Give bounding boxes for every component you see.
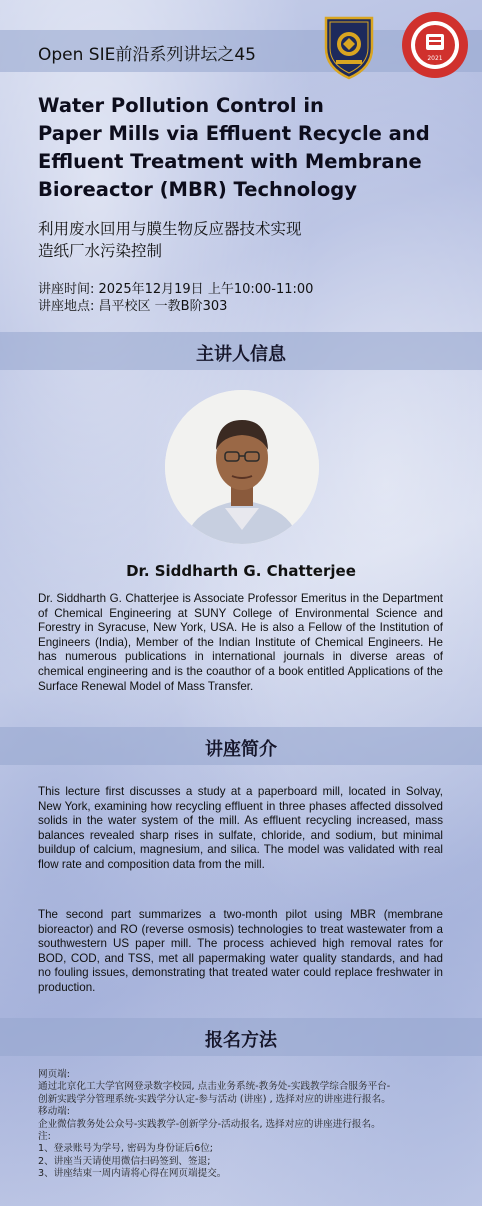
title-zh-line: 利用废水回用与膜生物反应器技术实现: [38, 220, 302, 238]
abstract-paragraph-1: This lecture first discusses a study at a paperboard mill, located in Solvay, New York, examining how recycling effluent in three phases affected dissolved solids in the water system of the mill. As effluent recycling increased, mass balances revealed sharp rises in sulfate, chloride, and sodium, but minimal buildup of calcium, magnesium, and silica. The model was validated with real flow rate and composition data from the mill.: [38, 785, 443, 871]
lecture-title-en: [38, 92, 468, 204]
speaker-heading: 主讲人信息: [196, 344, 286, 365]
lecture-place: 讲座地点: 昌平校区 一教B阶303: [38, 299, 228, 314]
reg-line: 企业微信教务处公众号-实践教学-创新学分-活动报名, 选择对应的讲座进行报名。: [38, 1118, 381, 1130]
lecture-time: 讲座时间: 2025年12月19日 上午10:00-11:00: [38, 282, 314, 297]
register-heading: 报名方法: [205, 1030, 277, 1051]
registration-instructions: [38, 1069, 391, 1181]
reg-line: 注:: [38, 1131, 51, 1143]
reg-line: 2、讲座当天请使用微信扫码签到、签退;: [38, 1155, 211, 1167]
reg-line: 网页端:: [38, 1069, 71, 1080]
reg-line: 3、讲座结束一周内请将心得在网页端提交。: [38, 1168, 227, 1180]
lecture-info: [38, 281, 313, 315]
speaker-name: Dr. Siddharth G. Chatterjee: [126, 562, 356, 580]
seal-year: 2021: [427, 55, 443, 62]
reg-line: 移动端:: [38, 1106, 71, 1118]
title-line: Paper Mills via Effluent Recycle and: [38, 122, 430, 145]
series-title: Open SIE前沿系列讲坛之45: [38, 45, 256, 65]
title-line: Bioreactor (MBR) Technology: [38, 178, 357, 201]
speaker-photo: [165, 390, 319, 544]
title-line: Water Pollution Control in: [38, 94, 324, 117]
abstract-paragraph-2: The second part summarizes a two-month pilot using MBR (membrane bioreactor) and RO (reverse osmosis) technologies to treat wastewater from a southwestern US paper mill. The process achieved high removal rates for BOD, COD, and TSS, met all papermaking water quality standards, and had no fouling issues, demonstrating that treated water could replace freshwater in production.: [38, 908, 443, 994]
school-crest-icon: [320, 14, 378, 80]
speaker-bio: Dr. Siddharth G. Chatterjee is Associate Professor Emeritus in the Department of Chemical Engineering at SUNY College of Environmental Science and Forestry in Syracuse, New York, USA. He is also a Fellow of the Institution of Engineers (India), Member of the Indian Institute of Chemical Engineers. He has numerous publications in international journals in diverse areas of chemical engineering and is the coauthor of a book entitled Applications of the Surface Renewal Model of Mass Transfer.: [38, 592, 443, 693]
reg-line: 通过北京化工大学官网登录数字校园, 点击业务系统-教务处-实践教学综合服务平台-: [38, 1081, 391, 1093]
college-seal-icon: [400, 10, 470, 80]
title-line: Effluent Treatment with Membrane: [38, 150, 422, 173]
title-zh-line: 造纸厂水污染控制: [38, 242, 163, 260]
lecture-title-zh: [38, 218, 302, 262]
reg-line: 1、登录账号为学号, 密码为身份证后6位;: [38, 1143, 214, 1155]
abstract-heading: 讲座简介: [205, 739, 277, 760]
reg-line: 创新实践学分管理系统-实践学分认定-参与活动 (讲座) , 选择对应的讲座进行报名。: [38, 1093, 391, 1105]
